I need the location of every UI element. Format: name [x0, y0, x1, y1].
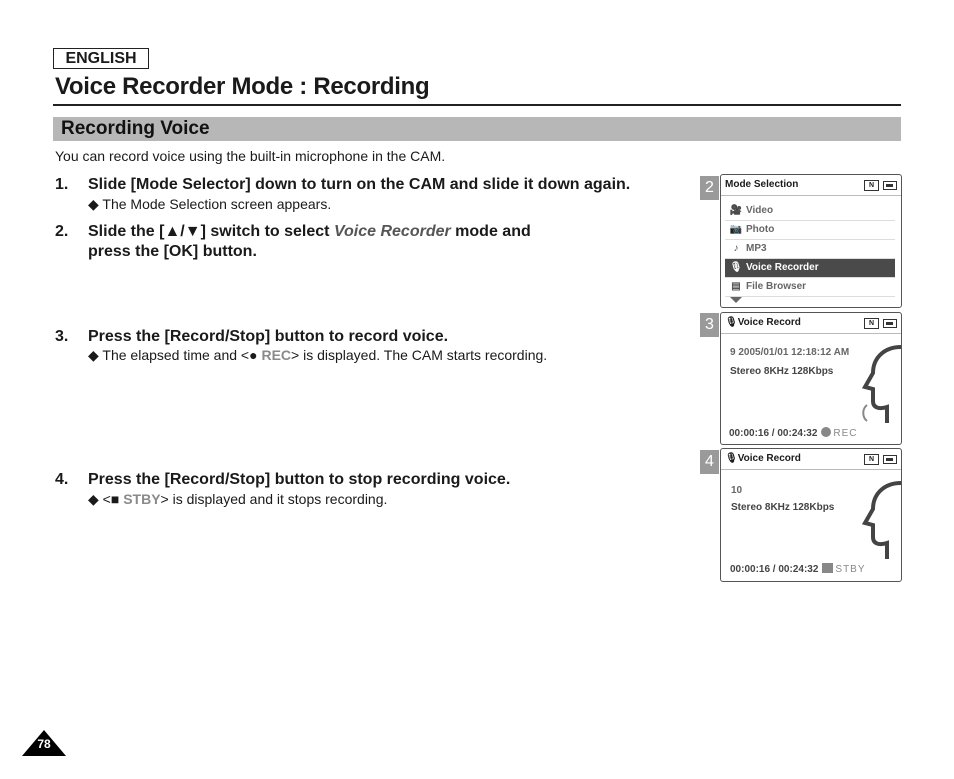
elapsed-time [730, 563, 866, 575]
quality-info: Stereo 8KHz 128Kbps [730, 366, 834, 377]
page-number: 78 [37, 737, 51, 751]
panel-number: 4 [700, 450, 719, 474]
language-label: ENGLISH [53, 48, 149, 69]
menu-item-mp3[interactable] [725, 240, 895, 259]
step-text-part: mode and [450, 223, 531, 240]
memory-badge: N [864, 318, 879, 329]
scroll-down-arrow-icon[interactable] [730, 297, 742, 303]
menu-item-video[interactable] [725, 202, 895, 221]
menu-item-label: Video [746, 205, 774, 216]
panel-number: 3 [700, 313, 719, 337]
menu-item-photo[interactable] [725, 221, 895, 240]
memory-badge: N [864, 180, 879, 191]
note-text: ◆ The elapsed time and < [88, 347, 250, 363]
intro-text: You can record voice using the built-in microphone in the CAM. [55, 148, 446, 164]
screen-header [721, 175, 901, 196]
note-text: ◆ < [88, 491, 111, 507]
video-camera-icon: 🎥 [729, 205, 743, 216]
battery-icon [883, 455, 897, 464]
menu-item-label: File Browser [746, 281, 807, 292]
menu-item-voice-recorder[interactable] [725, 259, 895, 278]
microphone-icon: 🎙 [725, 317, 738, 328]
file-icon: ▤ [731, 281, 741, 292]
voice-record-screen-rec [720, 312, 902, 445]
voice-head-icon [861, 343, 902, 425]
step-text [88, 222, 531, 242]
step-text-line2: press the [OK] button. [88, 243, 257, 260]
step-4-note [88, 491, 387, 508]
stby-status-text: STBY [119, 491, 161, 507]
screen-title-text: Voice Record [737, 453, 801, 464]
screen-title [725, 449, 801, 469]
camera-icon: 📷 [729, 224, 743, 235]
step-1-note: ◆ The Mode Selection screen appears. [88, 196, 332, 212]
step-text: Press the [Record/Stop] button to stop recording voice. [88, 471, 511, 488]
mode-name: Voice Recorder [333, 223, 451, 240]
stop-icon: ■ [110, 491, 120, 507]
screen-title [725, 313, 801, 333]
panel-number: 2 [700, 176, 719, 200]
elapsed-time [729, 427, 858, 439]
menu-item-label: Voice Recorder [746, 262, 819, 273]
menu-item-label: Photo [746, 224, 775, 235]
step-2 [55, 222, 695, 262]
step-text-part: Slide the [▲/▼] switch to select [88, 223, 334, 240]
menu-item-file-browser[interactable] [725, 278, 895, 297]
step-text: Slide [Mode Selector] down to turn on the CAM and slide it down again. [88, 176, 631, 193]
status-stby: STBY [835, 564, 866, 575]
voice-record-screen-stby [720, 448, 902, 582]
stop-square-icon [822, 563, 833, 573]
memory-badge: N [864, 454, 879, 465]
step-3 [55, 327, 695, 347]
menu-item-label: MP3 [746, 243, 767, 254]
step-number: 3. [55, 328, 69, 345]
screen-title-text: Voice Record [737, 317, 801, 328]
screen-header [721, 313, 901, 334]
step-number: 2. [55, 223, 69, 240]
section-title: Recording Voice [61, 118, 210, 139]
file-info: 9 2005/01/01 12:18:12 AM [730, 347, 850, 358]
record-icon: ● [249, 347, 258, 363]
screen-title: Mode Selection [725, 179, 799, 190]
step-4 [55, 470, 695, 490]
note-text: > is displayed. The CAM starts recording. [291, 347, 548, 363]
music-note-icon: ♪ [733, 243, 739, 254]
note-text: > is displayed and it stops recording. [160, 491, 388, 507]
battery-icon [883, 319, 897, 328]
step-text: Press the [Record/Stop] button to record voice. [88, 328, 449, 345]
step-1 [55, 175, 695, 195]
rec-status-text: REC [257, 347, 292, 363]
title-divider [53, 104, 901, 106]
quality-info: Stereo 8KHz 128Kbps [731, 502, 835, 513]
mode-selection-screen [720, 174, 902, 308]
battery-icon [883, 181, 897, 190]
status-rec: REC [833, 428, 858, 439]
time-readout: 00:00:16 / 00:24:32 [729, 428, 818, 439]
microphone-icon: 🎙 [725, 453, 738, 464]
microphone-icon: 🎙 [729, 262, 743, 273]
step-number: 1. [55, 176, 69, 193]
time-readout: 00:00:16 / 00:24:32 [730, 564, 819, 575]
voice-head-icon [861, 479, 902, 561]
step-3-note [88, 347, 547, 364]
record-dot-icon [821, 427, 831, 437]
page-title: Voice Recorder Mode : Recording [55, 73, 430, 100]
file-info: 10 [731, 485, 743, 496]
screen-header [721, 449, 901, 470]
step-number: 4. [55, 471, 69, 488]
